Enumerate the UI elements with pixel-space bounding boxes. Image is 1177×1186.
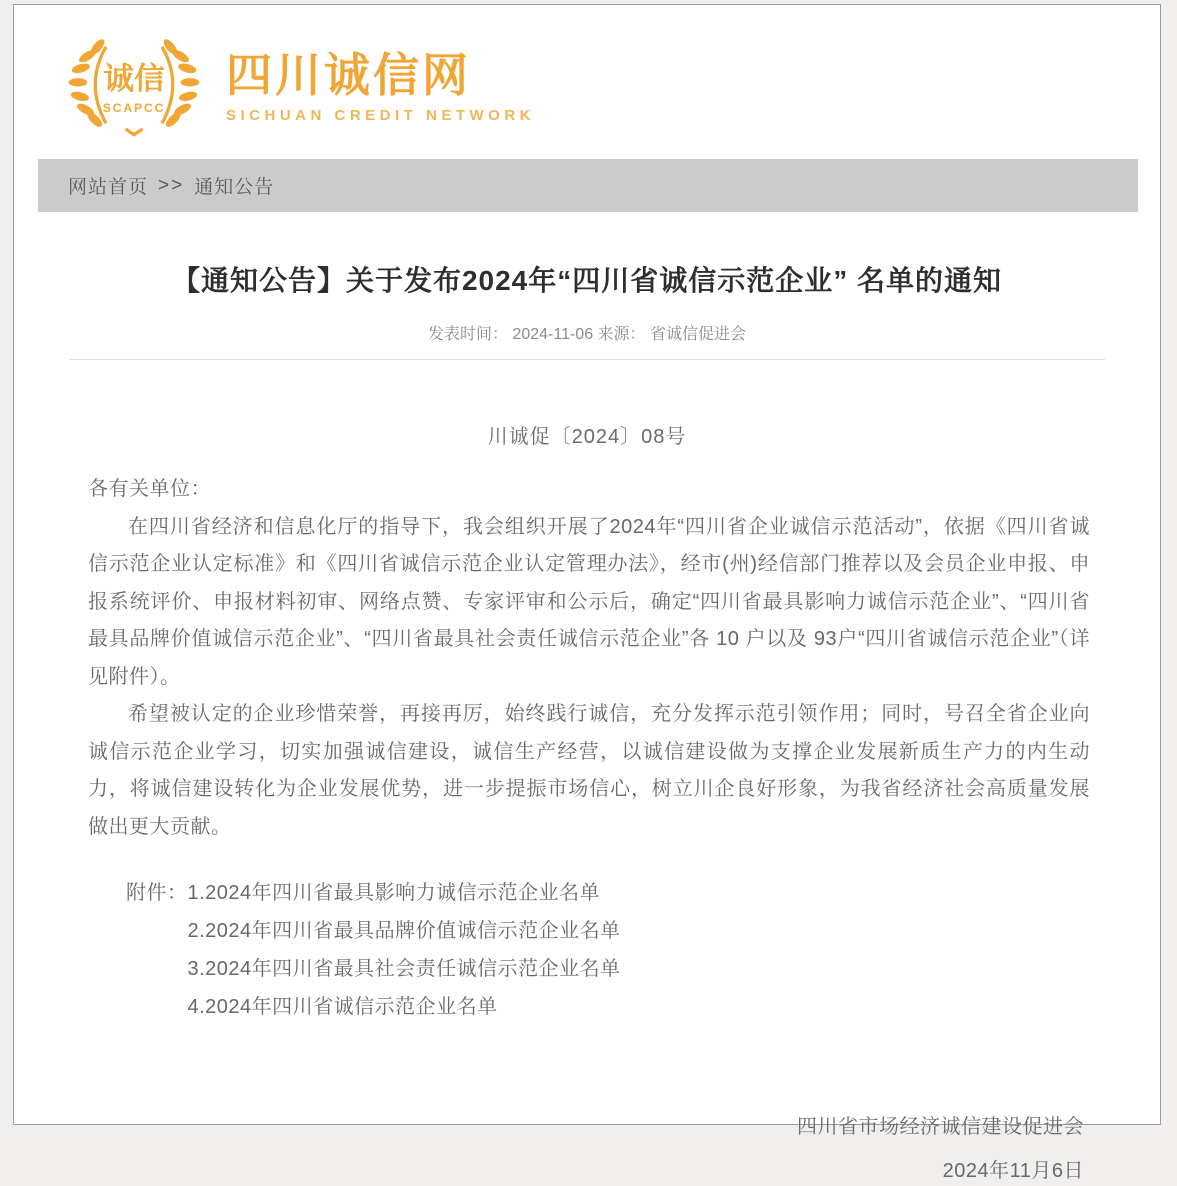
breadcrumb-home-link[interactable]: 网站首页 <box>68 177 149 198</box>
emblem-subtext: SCAPCC <box>102 101 166 116</box>
body-paragraph: 在四川省经济和信息化厅的指导下，我会组织开展了2024年“四川省企业诚信示范活动”，依据《四川省诚信示范企业认定标准》和《四川省诚信示范企业认定管理办法》，经市(州)经信部门推荐以及会员企业申报、申报系统评价、申报材料初审、网络点赞、专家评审和公示后，确定“四川省最具影响力诚信示范企业”、“四川省最具品牌价值诚信示范企业”、“四川省最具社会责任诚信示范企业”各 10 户以及 93户“四川省诚信示范企业”（详见附件）。 <box>88 515 1090 688</box>
emblem-text: 诚信 <box>103 60 165 96</box>
article-body <box>88 471 1090 846</box>
divider <box>69 359 1105 360</box>
credit-wreath-logo-icon <box>64 35 204 139</box>
site-name-english: SICHUAN CREDIT NETWORK <box>226 106 535 124</box>
attachments-block <box>126 874 1090 1026</box>
site-header <box>14 5 1160 139</box>
page-card <box>13 4 1161 1182</box>
breadcrumb <box>38 159 1138 212</box>
signature-date: 2024年11月6日 <box>942 1160 1084 1182</box>
attachment-item: 4.2024年四川省诚信示范企业名单 <box>187 996 498 1018</box>
attachments-label: 附件： <box>126 882 188 904</box>
breadcrumb-current-link[interactable]: 通知公告 <box>194 177 275 198</box>
attachment-item: 1.2024年四川省最具影响力诚信示范企业名单 <box>187 882 601 904</box>
site-logo[interactable] <box>64 35 535 139</box>
attachments-list <box>188 874 621 1026</box>
document-number: 川诚促〔2024〕08号 <box>487 426 687 448</box>
breadcrumb-separator: >> <box>158 174 185 196</box>
article-meta: 发表时间： 2024-11-06 来源： 省诚信促进会 <box>428 326 746 343</box>
body-paragraph: 希望被认定的企业珍惜荣誉，再接再厉，始终践行诚信，充分发挥示范引领作用；同时，号召全省企业向诚信示范企业学习，切实加强诚信建设，诚信生产经营，以诚信建设做为支撑企业发展新质生产力的内生动力，将诚信建设转化为企业发展优势，进一步提振市场信心，树立川企良好形象，为我省经济社会高质量发展做出更大贡献。 <box>88 703 1090 838</box>
brand-block <box>226 50 535 124</box>
attachment-item: 2.2024年四川省最具品牌价值诚信示范企业名单 <box>187 920 621 942</box>
signature-organization: 四川省市场经济诚信建设促进会 <box>797 1116 1084 1138</box>
site-name: 四川诚信网 <box>226 49 471 102</box>
salutation: 各有关单位： <box>88 478 211 500</box>
signature-block <box>14 1112 1084 1186</box>
page-title: 【通知公告】关于发布2024年“四川省诚信示范企业” 名单的通知 <box>171 265 1003 296</box>
attachment-item: 3.2024年四川省最具社会责任诚信示范企业名单 <box>187 958 621 980</box>
